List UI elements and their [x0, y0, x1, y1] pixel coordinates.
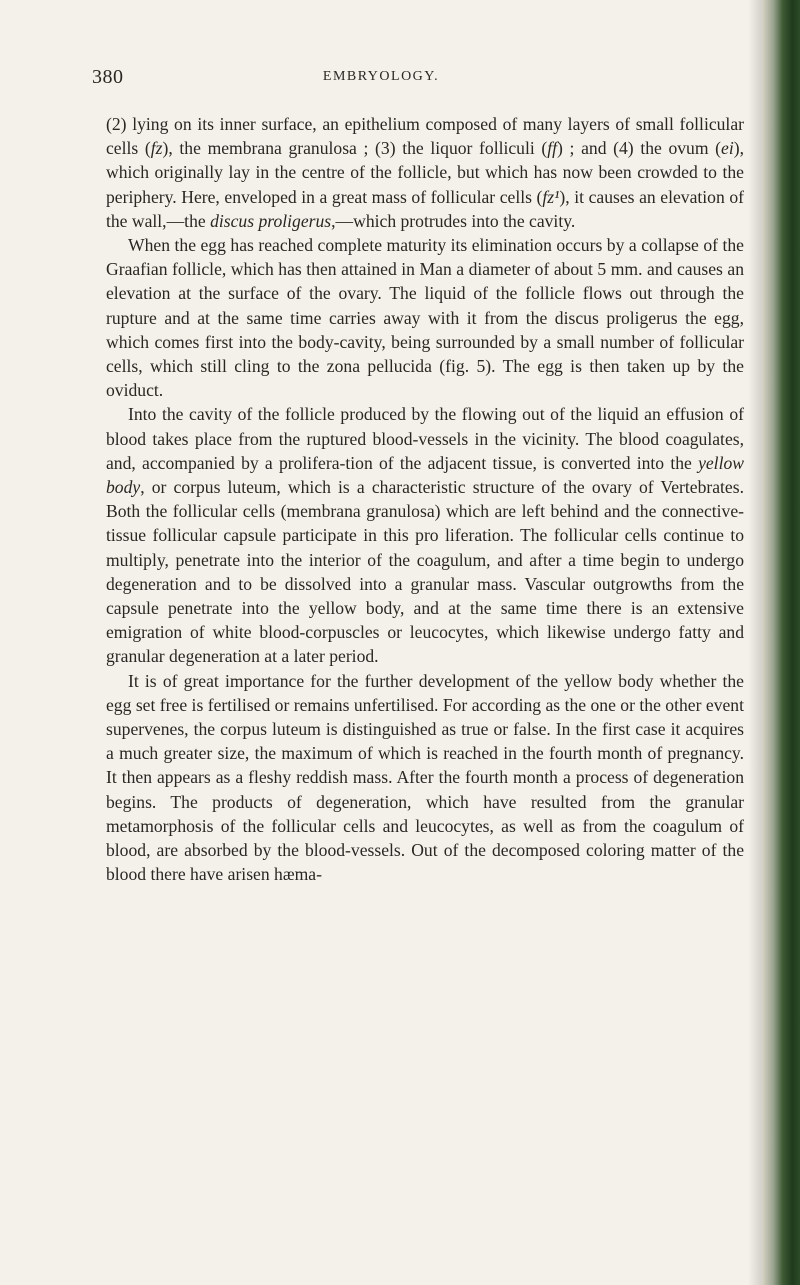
text-segment: Into the cavity of the follicle produced by the flowing out of the liquid an effusion of blood takes place from the ruptured blood-vessels in the vicinity. The blood coagulates, and, accompanied by a prolifera-tion of the adjacent tissue, is converted into the: [106, 404, 744, 473]
italic-text: fz: [150, 138, 163, 159]
italic-text: ei: [721, 138, 734, 159]
text-segment: ), it causes an elevation of the wall,—the: [106, 186, 744, 231]
italic-text: discus proligerus: [210, 210, 332, 231]
text-segment: ), which originally lay in the centre of the follicle, but which has now been crowded to the periphery. Here, enveloped in a great mass of follicular cells (: [106, 138, 745, 207]
text-segment: It is of great importance for the further development of the yellow body whether the egg set free is fertilised or remains unfertilised. For according as the one or the other event supervenes, the corpus luteum is distinguished as true or false. In the first case it acquires a much greater size, the maximum of which is reached in the fourth month of pregnancy. It then appears as a fleshy reddish mass. After the fourth month a process of degeneration begins. The products of degeneration, which have resulted from the granular metamorphosis of the follicular cells and leucocytes, as well as from the coagulum of blood, are absorbed by the blood-vessels. Out of the decomposed coloring matter of the blood there have arisen hæma-: [106, 670, 744, 885]
binding-shadow: [748, 0, 762, 1285]
italic-text: ff: [547, 138, 558, 159]
page-header: [0, 66, 762, 94]
text-segment: , or corpus luteum, which is a characteristic structure of the ovary of Vertebrates. Both the follicular cells (membrana granulosa) which are left behind and the connective-tissue follicular capsule participate in this pro liferation. The follicular cells continue to multiply, penetrate into the interior of the coagulum, and after a time begin to undergo degeneration and to be dissolved into a granular mass. Vascular outgrowths from the capsule penetrate into the yellow body, and at the same time there is an extensive emigration of white blood-corpuscles or leucocytes, which likewise undergo fatty and granular degeneration at a later period.: [106, 477, 744, 667]
text-segment: When the egg has reached complete maturity its elimination occurs by a collapse of the Graafian follicle, which has then attained in Man a diameter of about 5 mm. and causes an elevation at the surface of the ovary. The liquid of the follicle flows out through the rupture and at the same time carries away with it from the discus proligerus the egg, which comes first into the body-cavity, being surrounded by a small number of follicular cells, which still cling to the zona pellucida (fig. 5). The egg is then taken up by the oviduct.: [106, 235, 744, 401]
paragraph: [106, 112, 744, 233]
text-segment: ), the membrana granulosa ; (3) the liquor folliculi (: [162, 138, 548, 159]
text-segment: ,—which protrudes into the cavity.: [331, 210, 576, 231]
paragraph: [106, 669, 744, 887]
paragraph: [106, 233, 744, 402]
text-segment: ) ; and (4) the ovum (: [557, 138, 722, 159]
text-segment: (2) lying on its inner surface, an epithelium composed of many layers of small follicular cells (: [106, 114, 744, 159]
running-head: EMBRYOLOGY.: [322, 69, 440, 84]
italic-text: yellow body: [106, 452, 744, 498]
italic-text: fz¹: [542, 186, 560, 207]
page-number: 380: [92, 66, 124, 88]
book-binding-edge: [762, 0, 800, 1285]
paragraph: [106, 402, 744, 668]
body-text: [106, 112, 744, 887]
